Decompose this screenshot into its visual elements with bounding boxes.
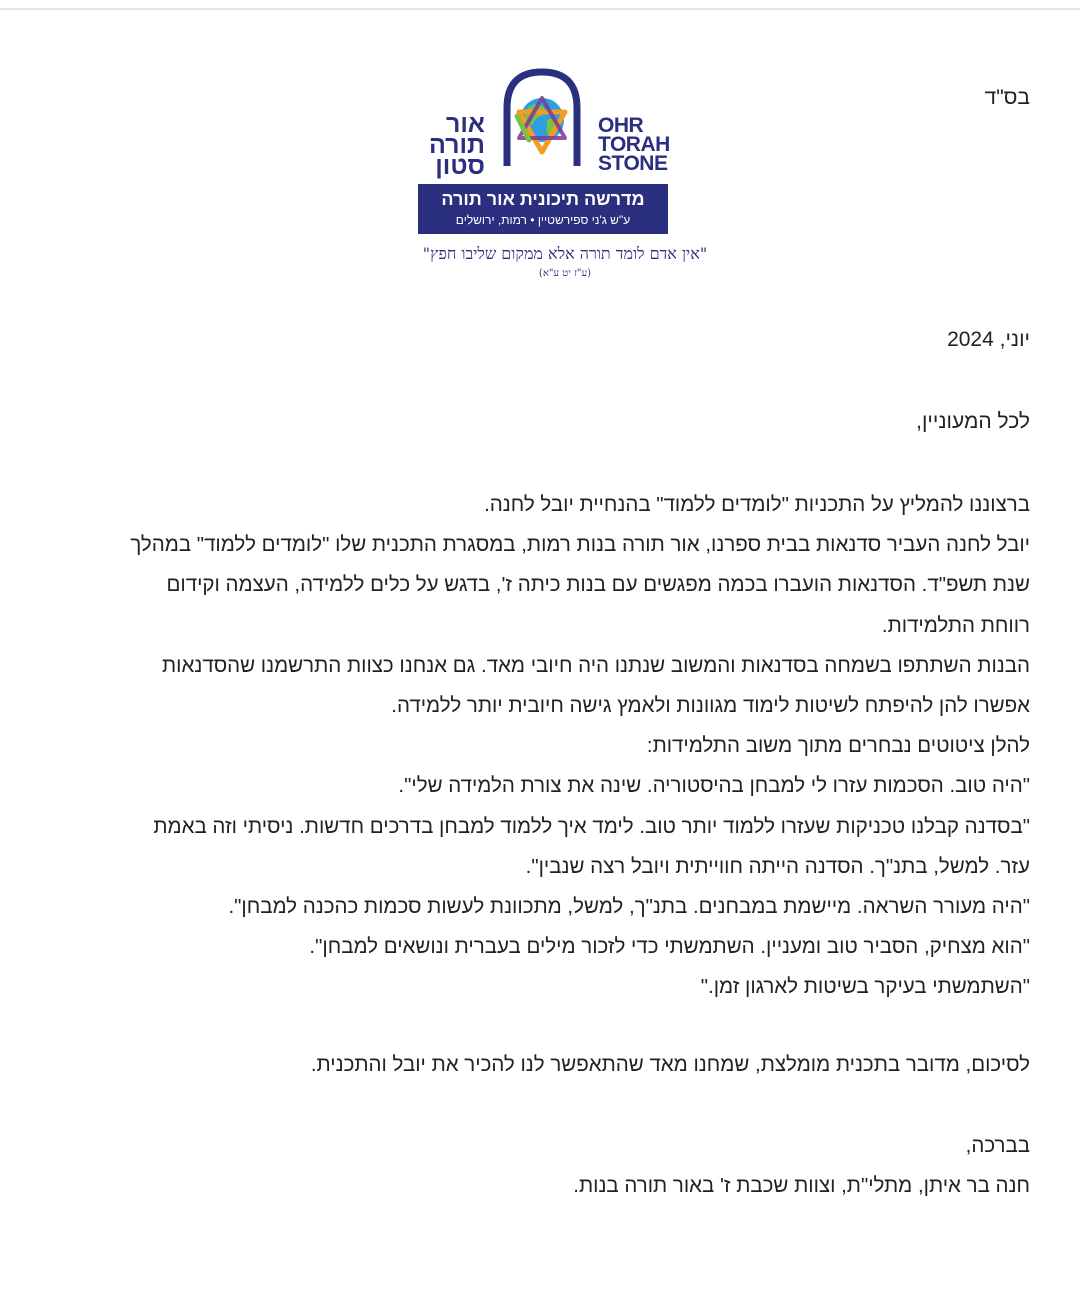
body-line: אפשרו להן להיפתח לשיטות לימוד מגוונות ולאמץ גישה חיובית יותר ללמידה. bbox=[391, 693, 1030, 717]
body-line: להלן ציטוטים נבחרים מתוך משוב התלמידות: bbox=[646, 734, 1030, 758]
logo-hebrew-line: תורה bbox=[428, 131, 485, 159]
body-line: ברצוננו להמליץ על התכניות "לומדים ללמוד" בהנחיית יובל לחנה. bbox=[484, 493, 1030, 516]
school-name-band bbox=[418, 184, 668, 234]
logo-hebrew-line: אור bbox=[445, 110, 485, 138]
body-line: יובל לחנה העביר סדנאות בבית ספרנו, אור תורה בנות רמות, במסגרת התכנית שלו "לומדים ללמוד" במהלך bbox=[130, 533, 1030, 557]
school-subtitle: ע"ש ג'ני ספירשטיין • רמות, ירושלים bbox=[455, 213, 631, 227]
body-line: הבנות השתתפו בשמחה בסדנאות והמשוב שנתנו היה חיובי מאד. גם אנחנו כצוות התרשמנו שהסדנאות bbox=[162, 653, 1030, 677]
logo-english-line: STONE bbox=[598, 152, 668, 175]
letter-body bbox=[30, 485, 1030, 1007]
motto-source: (ע"ז יט ע"א) bbox=[538, 268, 592, 279]
logo-hebrew-line: סטון bbox=[435, 152, 485, 180]
logo-english-name bbox=[598, 116, 670, 173]
quote-line: עזר. למשל, בתנ"ך. הסדנה הייתה חווייתית ויובל רצה שנבין". bbox=[525, 854, 1030, 878]
school-name: מדרשה תיכונית אור תורה bbox=[441, 189, 645, 209]
letter-summary: לסיכום, מדובר בתכנית מומלצת, שמחנו מאד שהתאפשר לנו להכיר את יובל והתכנית. bbox=[310, 1053, 1030, 1076]
logo-emblem-icon bbox=[495, 68, 589, 168]
quote-line: "היה טוב. הסכמות עזרו לי למבחן בהיסטוריה. שינה את צורת הלמידה שלי". bbox=[398, 774, 1030, 798]
quote-line: "בסדנה קבלנו טכניקות שעזרו ללמוד יותר טוב. לימד איך ללמוד למבחן בדרכים חדשות. ניסיתי וזה באמת bbox=[153, 814, 1030, 838]
quote-line: "הוא מצחיק, הסביר טוב ומעניין. השתמשתי כדי לזכור מילים בעברית ונושאים למבחן". bbox=[309, 935, 1030, 959]
bsd-header: בס"ד bbox=[984, 86, 1030, 109]
logo-hebrew-name bbox=[415, 110, 485, 180]
school-logo bbox=[415, 66, 715, 286]
letter-date: יוני, 2024 bbox=[947, 328, 1030, 351]
letter-blessing: בברכה, bbox=[965, 1134, 1030, 1157]
logo-english-line: TORAH bbox=[598, 133, 670, 156]
school-motto: "אין אדם לומד תורה אלא ממקום שליבו חפץ" bbox=[422, 244, 708, 263]
top-divider bbox=[0, 8, 1080, 10]
logo-english-line: OHR bbox=[598, 114, 644, 137]
body-line: רווחת התלמידות. bbox=[881, 613, 1030, 637]
quote-line: "היה מעורר השראה. מיישמת במבחנים. בתנ"ך, למשל, מתכוונת לעשות סכמות כהכנה למבחן". bbox=[228, 894, 1030, 918]
body-line: שנת תשפ"ד. הסדנאות הועברו בכמה מפגשים עם בנות כיתה ז', בדגש על כלים ללמידה, העצמה וקידום bbox=[166, 573, 1030, 597]
quote-line: "השתמשתי בעיקר בשיטות לארגון זמן." bbox=[700, 975, 1030, 999]
letter-greeting: לכל המעוניין, bbox=[916, 410, 1030, 433]
letter-signature: חנה בר איתן, מתלי"ת, וצוות שכבת ז' באור תורה בנות. bbox=[573, 1174, 1030, 1197]
